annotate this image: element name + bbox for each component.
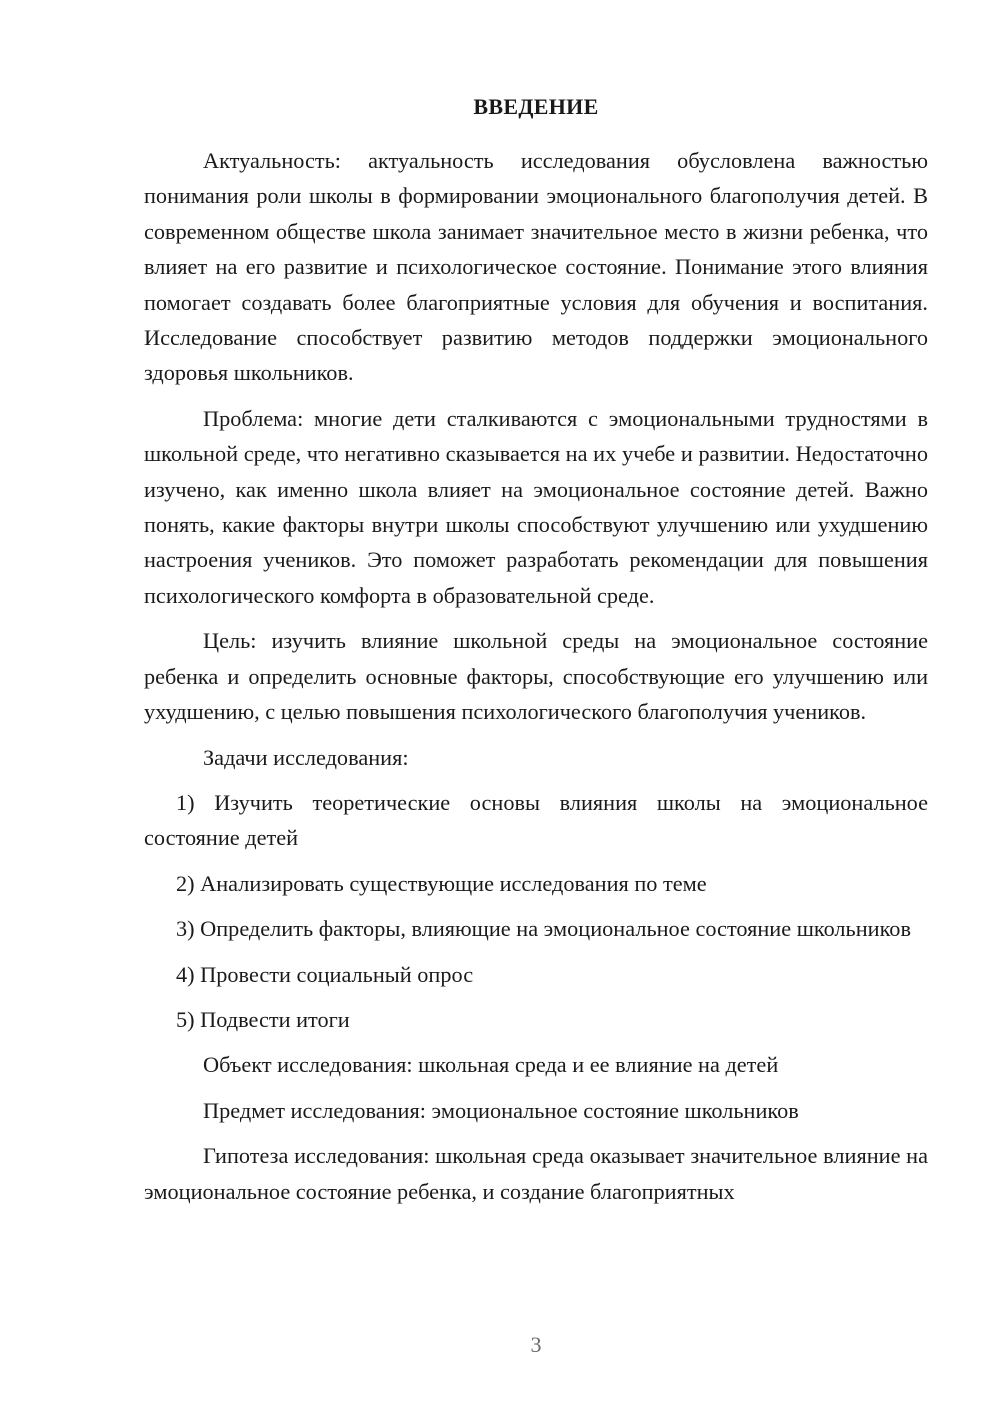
section-heading: ВВЕДЕНИЕ bbox=[473, 94, 599, 119]
hypothesis-paragraph: Гипотеза исследования: школьная среда оказывает значительное влияние на эмоциональное состояние ребенка, и создание благоприятных bbox=[144, 1143, 928, 1204]
task-item-1: 1) Изучить теоретические основы влияния школы на эмоциональное состояние детей bbox=[144, 789, 928, 851]
task-item-5: 5) Подвести итоги bbox=[176, 1006, 350, 1032]
task-item-3: 3) Определить факторы, влияющие на эмоциональное состояние школьников bbox=[176, 916, 911, 942]
body-text bbox=[144, 143, 928, 1209]
tasks-title: Задачи исследования: bbox=[203, 744, 409, 770]
goal-paragraph: Цель: изучить влияние школьной среды на эмоциональное состояние ребенка и определить основные факторы, способствующие его улучшению или ухудшению, с целью повышения психологического благополучия учеников. bbox=[144, 628, 928, 725]
problem-paragraph: Проблема: многие дети сталкиваются с эмоциональными трудностями в школьной среде, что негативно сказывается на их учебе и развитии. Недостаточно изучено, как именно школа влияет на эмоциональное состояние детей. Важно понять, какие факторы внутри школы способствуют улучшению или ухудшению настроения учеников. Это поможет разработать рекомендации для повышения психологического комфорта в образовательной среде. bbox=[144, 405, 928, 608]
task-item-4: 4) Провести социальный опрос bbox=[176, 961, 474, 987]
task-item-2: 2) Анализировать существующие исследования по теме bbox=[176, 870, 707, 896]
relevance-paragraph: Актуальность: актуальность исследования обусловлена важностью понимания роли школы в формировании эмоционального благополучия детей. В современном обществе школа занимает значительное место в жизни ребенка, что влияет на его развитие и психологическое состояние. Понимание этого влияния помогает создавать более благоприятные условия для обучения и воспитания. Исследование способствует развитию методов поддержки эмоционального здоровья школьников. bbox=[144, 148, 928, 386]
page-number: 3 bbox=[530, 1332, 542, 1357]
subject-paragraph: Предмет исследования: эмоциональное состояние школьников bbox=[203, 1097, 799, 1123]
object-paragraph: Объект исследования: школьная среда и ее влияние на детей bbox=[203, 1052, 779, 1078]
